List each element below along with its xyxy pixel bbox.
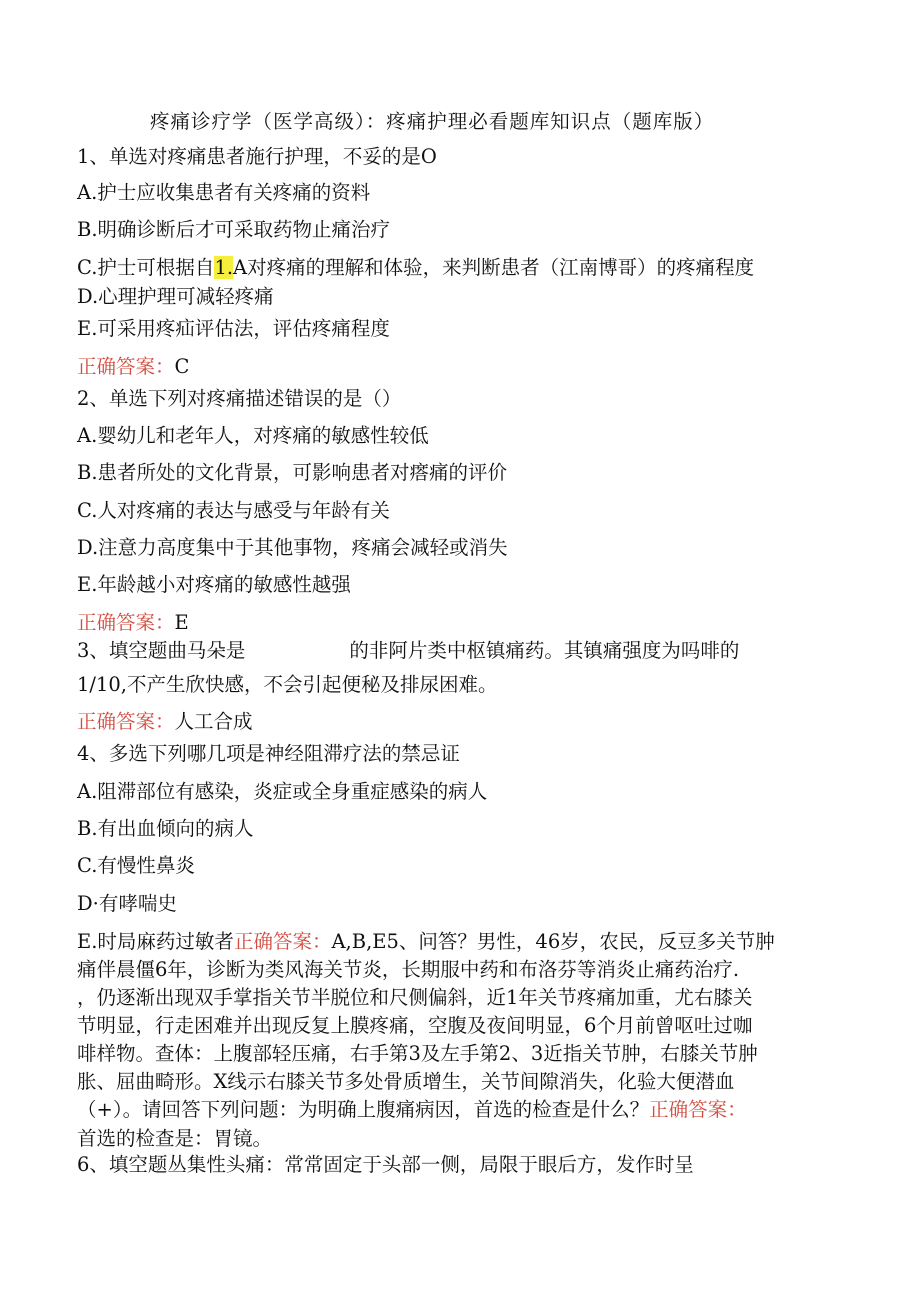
question-4-option-a: A.阻滞部位有感染，炎症或全身重症感染的病人: [77, 780, 488, 803]
question-5-line-2: 痛伴晨僵6年，诊断为类风海关节炎，长期服中药和布洛芬等消炎止痛药治疗.: [77, 958, 740, 981]
answer-label: 正确答案：: [77, 355, 175, 378]
question-5-line-7: [77, 1097, 747, 1123]
question-3-stem-line-2: 1/10,不产生欣快感，不会引起便秘及排尿困难。: [77, 673, 498, 696]
question-6-stem: 6、填空题丛集性头痛：常常固定于头部一侧，局限于眼后方，发作时呈: [77, 1153, 694, 1176]
question-5-stem-start: 5、问答？男性，46岁，农民，反豆多关节肿: [386, 930, 775, 953]
question-4-option-e-and-question-5: [77, 929, 775, 955]
question-3-answer: [77, 709, 253, 735]
answer-label: 正确答案：: [77, 710, 175, 733]
question-2-option-a: A.婴幼儿和老年人，对疼痛的敏感性较低: [77, 424, 429, 447]
highlighted-marker: 1.: [214, 256, 234, 279]
question-1-option-a: A.护士应收集患者有关疼痛的资料: [77, 181, 371, 204]
question-5-line-3: ，仍逐渐出现双手掌指关节半脱位和尺侧偏斜，近1年关节疼痛加重，尤右膝关: [77, 986, 753, 1009]
question-1-option-d: D.心理护理可减轻疼痛: [77, 285, 274, 308]
stem-end: 的非阿片类中枢镇痛药。其镇痛强度为吗啡的: [349, 639, 740, 662]
question-1-stem: 1、单选对疼痛患者施行护理，不妥的是O: [77, 145, 437, 168]
question-3-stem: [77, 638, 739, 664]
question-5-line-6: 胀、屈曲畸形。X线示右膝关节多处骨质增生，关节间隙消失，化验大便潜血: [77, 1070, 735, 1093]
question-2-option-b: B.患者所处的文化背景，可影响患者对瘩痛的评价: [77, 461, 508, 484]
question-4-option-c: C.有慢性鼻炎: [77, 854, 195, 877]
question-4-stem: 4、多选下列哪几项是神经阻滞疗法的禁忌证: [77, 742, 460, 765]
question-1-option-c: [77, 255, 754, 281]
answer-label: 正确答案：: [233, 930, 332, 953]
question-4-option-e: E.时局麻药过敏者: [77, 930, 234, 953]
question-1-option-e: E.可采用疼疝评估法，评估疼痛程度: [77, 317, 390, 340]
question-5-text: （+）。请回答下列问题：为明确上腹痛病因，首选的检查是什么？: [77, 1098, 650, 1121]
question-2-stem: 2、单选下列对疼痛描述错误的是（）: [77, 387, 402, 410]
stem-start: 3、填空题曲马朵是: [77, 639, 246, 662]
page-title: 疼痛诊疗学（医学高级）：疼痛护理必看题库知识点（题库版）: [150, 110, 715, 133]
question-2-option-c: C.人对疼痛的表达与感受与年龄有关: [77, 499, 390, 522]
question-1-option-b: B.明确诊断后才可采取药物止痛治疗: [77, 218, 391, 241]
question-4-option-b: B.有出血倾向的病人: [77, 817, 254, 840]
option-c-text-end: A对疼痛的理解和体验，来判断患者（江南博哥）的疼痛程度: [233, 256, 755, 279]
question-5-line-5: 啡样物。查体：上腹部轻压痛，右手第3及左手第2、3近指关节肿，右膝关节肿: [77, 1042, 758, 1065]
question-1-answer: [77, 354, 189, 380]
question-5-line-4: 节明显，行走困难并出现反复上膜疼痛，空腹及夜间明显，6个月前曾呕吐过咖: [77, 1014, 753, 1037]
question-2-option-e: E.年龄越小对疼痛的敏感性越强: [77, 573, 351, 596]
answer-value: 人工合成: [174, 710, 253, 733]
question-4-option-d: D·有哮喘史: [77, 892, 177, 915]
question-2-option-d: D.注意力高度集中于其他事物，疼痛会减轻或消失: [77, 536, 508, 559]
answer-value: A,B,E: [331, 930, 387, 953]
question-5-answer: 首选的检查是：胃镜。: [77, 1127, 273, 1150]
option-c-text-start: C.护士可根据自: [77, 256, 215, 279]
answer-label: 正确答案：: [77, 611, 175, 634]
answer-value: E: [174, 611, 189, 634]
answer-label: 正确答案：: [649, 1098, 747, 1121]
question-2-answer: [77, 610, 189, 636]
answer-value: C: [174, 355, 190, 378]
